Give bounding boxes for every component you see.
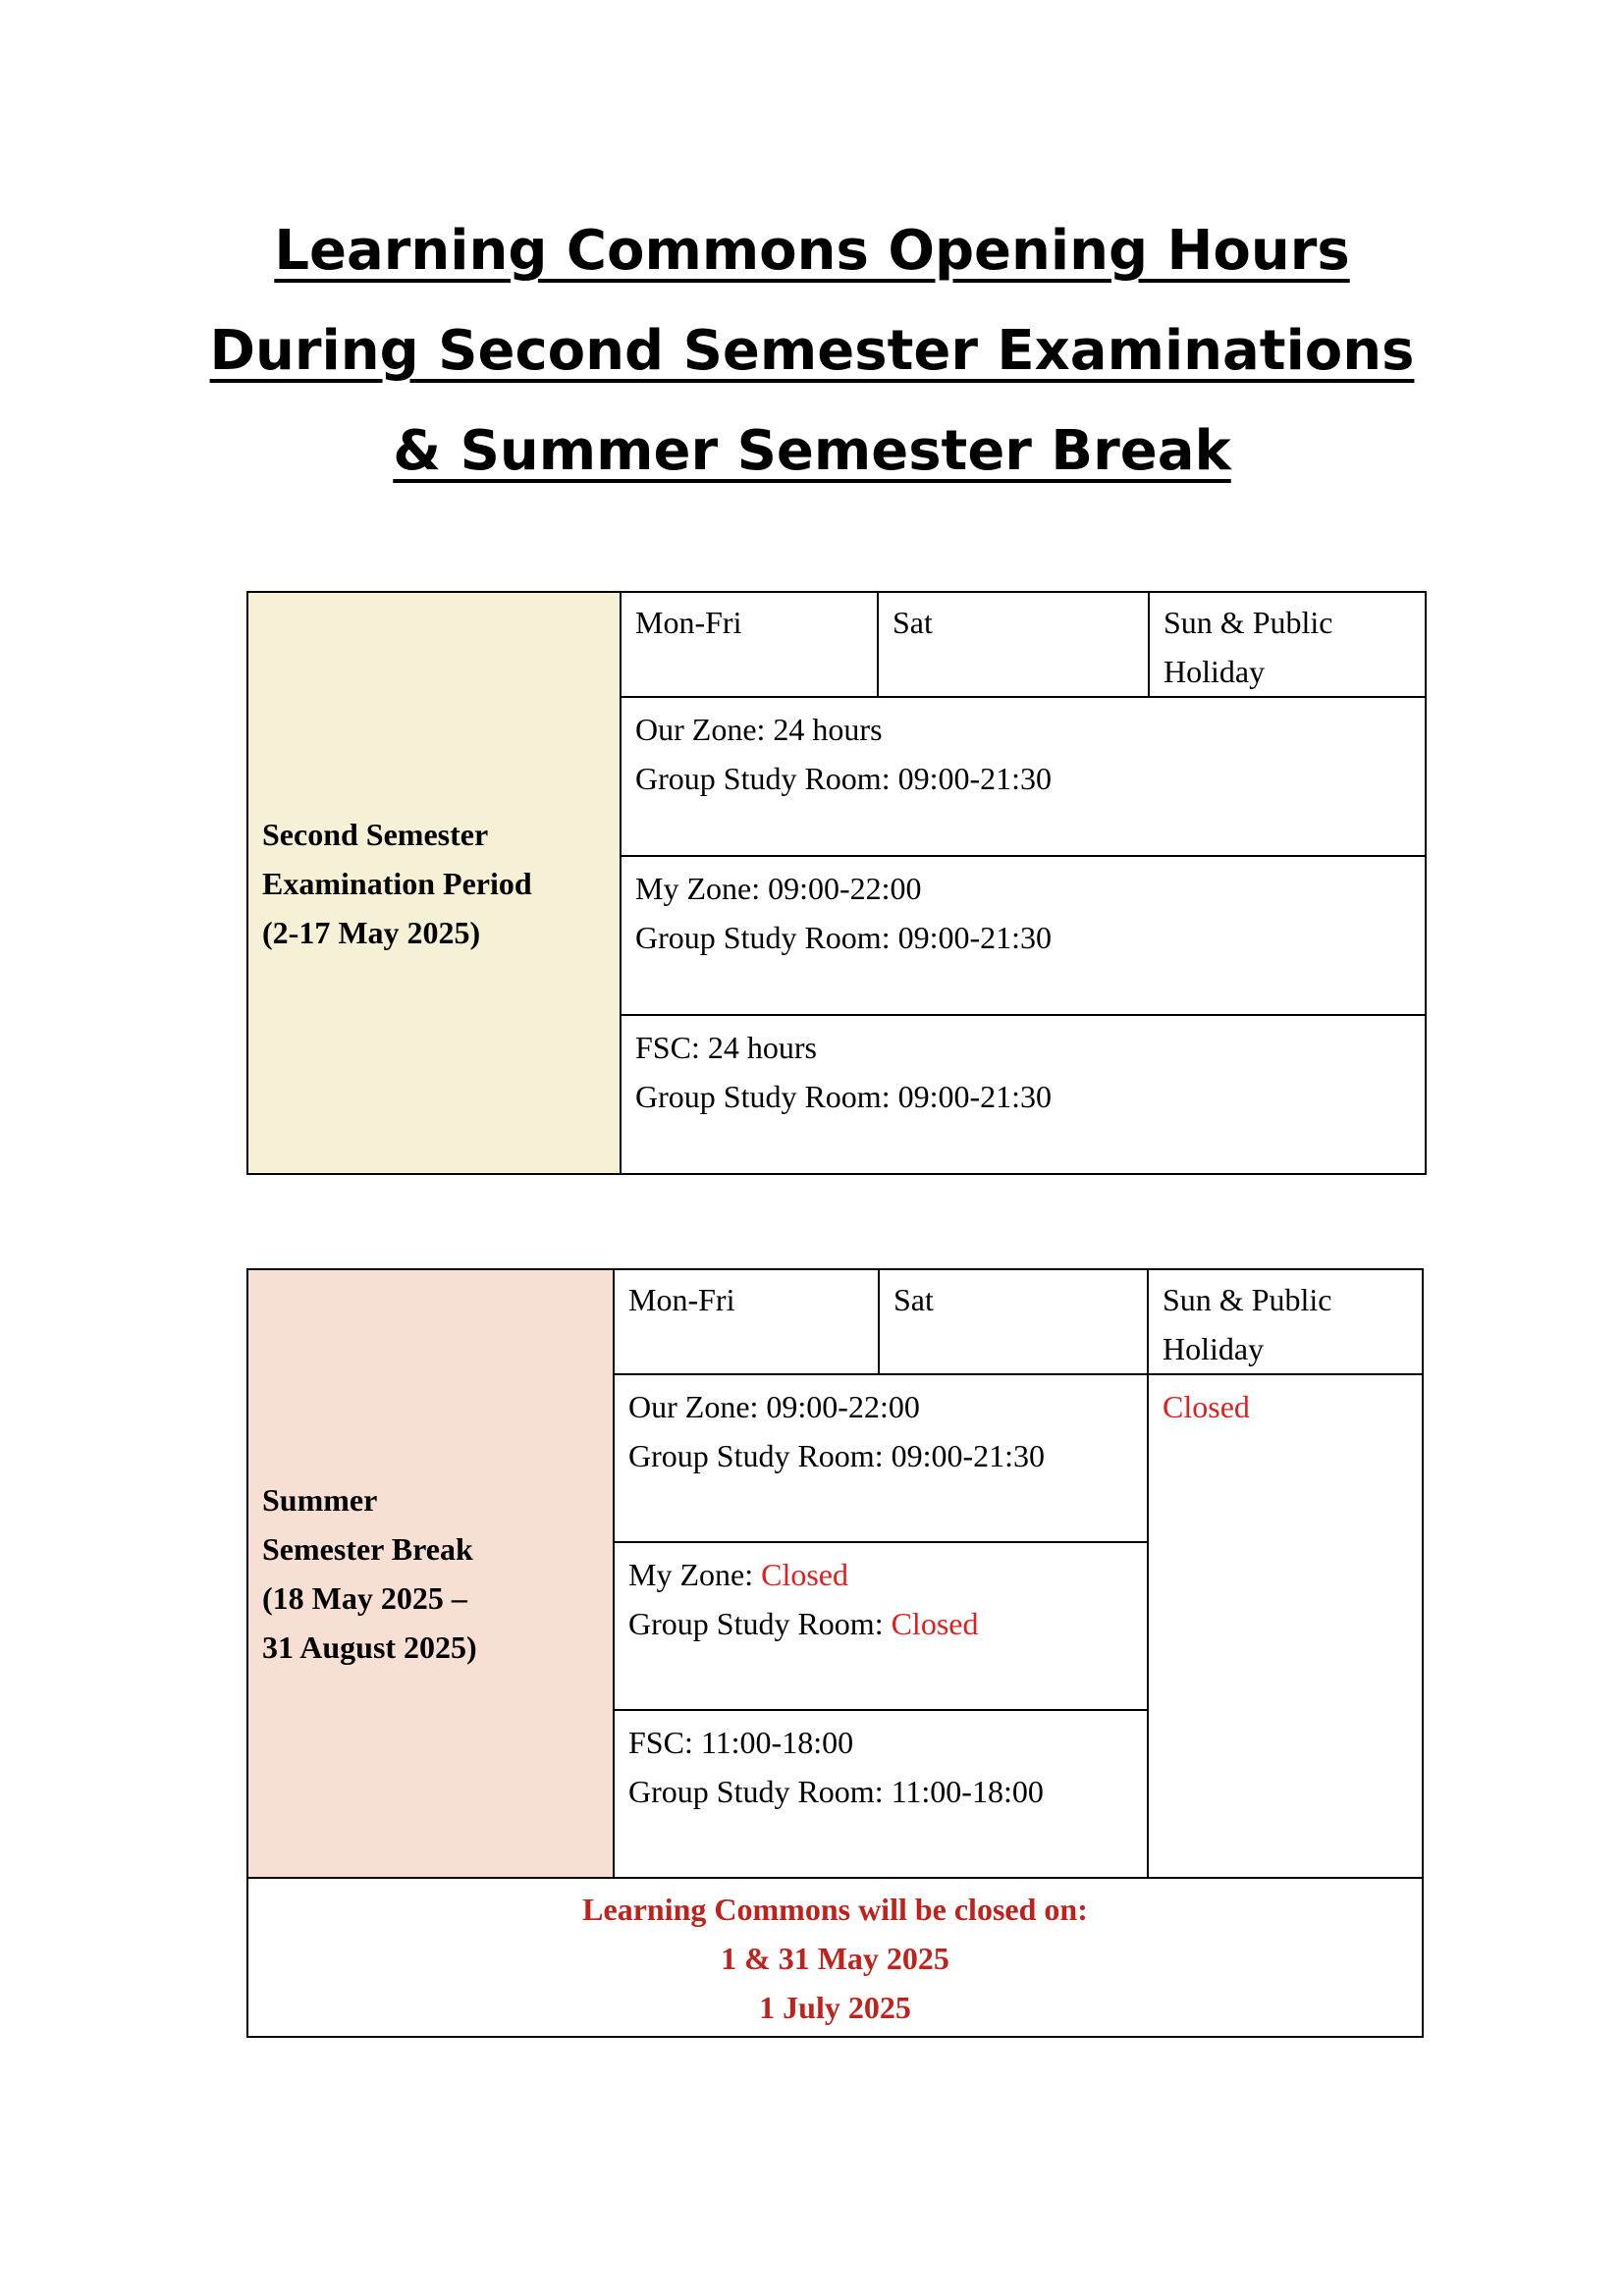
closure-row <box>247 1878 1423 2037</box>
closure-line-3: 1 July 2025 <box>759 1990 911 2025</box>
title-line-1: Learning Commons Opening Hours <box>274 219 1350 283</box>
exam-my-zone-hours: My Zone: 09:00-22:00 <box>635 871 922 906</box>
closure-line-2: 1 & 31 May 2025 <box>721 1941 949 1976</box>
exam-header-sun-line-1: Sun & Public <box>1164 605 1333 640</box>
summer-header-row <box>247 1269 1423 1374</box>
page-title <box>0 201 1624 502</box>
summer-my-zone-line <box>628 1550 1133 1599</box>
exam-header-row <box>247 592 1426 697</box>
summer-period-label <box>247 1269 614 1878</box>
summer-our-zone-cell <box>614 1374 1148 1542</box>
summer-our-zone-hours: Our Zone: 09:00-22:00 <box>628 1389 920 1424</box>
exam-period-line-2: Examination Period <box>262 865 532 901</box>
exam-my-zone-gsr: Group Study Room: 09:00-21:30 <box>635 920 1053 955</box>
exam-header-sat: Sat <box>878 592 1149 697</box>
exam-our-zone-hours: Our Zone: 24 hours <box>635 712 883 747</box>
summer-my-zone-value: Closed <box>761 1557 848 1592</box>
exam-period-label <box>247 592 621 1174</box>
exam-our-zone-cell <box>621 697 1426 856</box>
title-line-3: & Summer Semester Break <box>393 419 1231 483</box>
summer-my-zone-label: My Zone: <box>628 1557 762 1592</box>
title-line-2: During Second Semester Examinations <box>209 319 1415 383</box>
exam-fsc-cell <box>621 1015 1426 1174</box>
exam-period-line-1: Second Semester <box>262 816 489 852</box>
summer-sun-status: Closed <box>1148 1374 1423 1878</box>
summer-header-sun-line-1: Sun & Public <box>1163 1282 1332 1317</box>
summer-our-zone-gsr: Group Study Room: 09:00-21:30 <box>628 1438 1046 1473</box>
summer-break-table <box>246 1268 1424 2038</box>
summer-header-mon-fri: Mon-Fri <box>614 1269 879 1374</box>
exam-period-line-3: (2-17 May 2025) <box>262 914 481 950</box>
summer-fsc-hours: FSC: 11:00-18:00 <box>628 1725 854 1760</box>
summer-my-zone-cell <box>614 1542 1148 1710</box>
exam-header-sun <box>1149 592 1426 697</box>
summer-header-sat: Sat <box>879 1269 1148 1374</box>
exam-my-zone-cell <box>621 856 1426 1015</box>
summer-period-line-4: 31 August 2025) <box>262 1629 477 1665</box>
summer-my-zone-gsr-line <box>628 1599 1133 1648</box>
exam-period-table <box>246 591 1427 1175</box>
closure-note <box>247 1878 1423 2037</box>
exam-fsc-gsr: Group Study Room: 09:00-21:30 <box>635 1079 1053 1114</box>
exam-our-zone-gsr: Group Study Room: 09:00-21:30 <box>635 761 1053 796</box>
summer-period-line-3: (18 May 2025 – <box>262 1580 467 1616</box>
summer-header-sun-line-2: Holiday <box>1163 1331 1265 1366</box>
closure-line-1: Learning Commons will be closed on: <box>582 1892 1088 1927</box>
summer-my-zone-gsr-label: Group Study Room: <box>628 1606 892 1641</box>
exam-fsc-hours: FSC: 24 hours <box>635 1030 817 1065</box>
summer-period-line-1: Summer <box>262 1482 378 1518</box>
exam-header-sun-line-2: Holiday <box>1164 654 1266 689</box>
summer-fsc-gsr: Group Study Room: 11:00-18:00 <box>628 1774 1044 1809</box>
summer-period-line-2: Semester Break <box>262 1531 473 1567</box>
summer-fsc-cell <box>614 1710 1148 1878</box>
summer-my-zone-gsr-value: Closed <box>891 1606 979 1641</box>
summer-header-sun <box>1148 1269 1423 1374</box>
exam-header-mon-fri: Mon-Fri <box>621 592 878 697</box>
